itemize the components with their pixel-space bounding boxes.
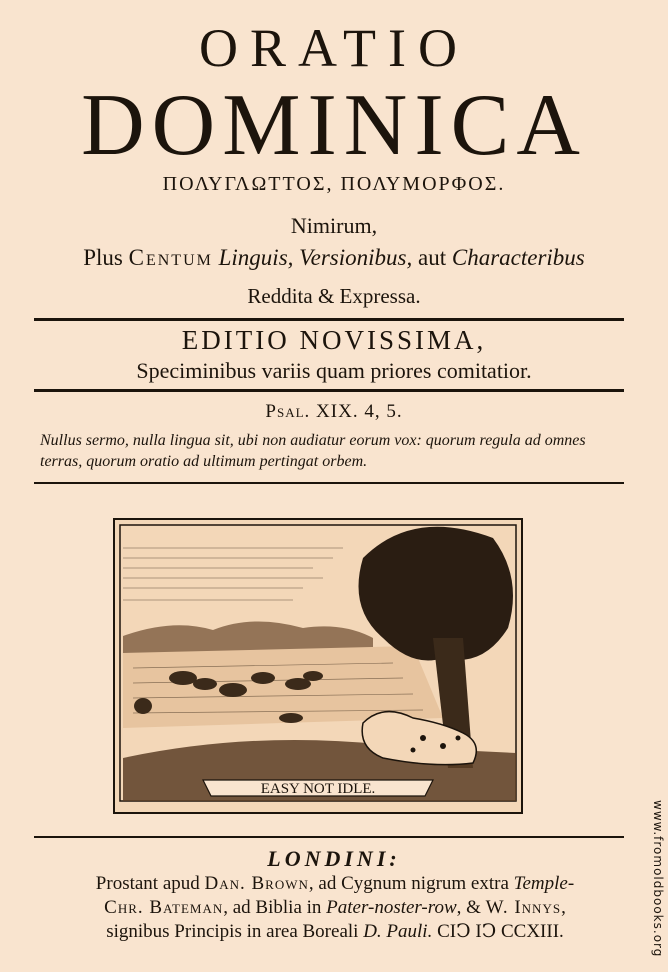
psalm-reference: Psal. XIX. 4, 5. — [265, 401, 403, 422]
languages-linguis: Linguis, Versionibus, — [212, 245, 413, 270]
imprint-l2e: W. Innys — [485, 897, 562, 918]
imprint-l2c: Pater-noster-row — [326, 897, 457, 918]
imprint-l3c: CIↃ IↃ CCXIII. — [432, 921, 564, 942]
nimirum-line: Nimirum, — [290, 213, 378, 238]
imprint-l1c: , ad Cygnum nigrum extra — [308, 873, 514, 894]
greek-subtitle: ΠΟΛΥΓΛΩΤΤΟΣ, ΠΟΛΥΜΟΡΦΟΣ. — [162, 173, 506, 195]
imprint-l1a: Prostant apud — [95, 873, 205, 894]
rule-lower — [34, 482, 624, 484]
edition-heading: EDITIO NOVISSIMA, — [181, 325, 487, 355]
rule-bottom — [34, 836, 624, 838]
reddita-line: Reddita & Expressa. — [247, 284, 421, 308]
imprint-l2d: , & — [456, 897, 486, 918]
rule-middle — [34, 389, 624, 392]
imprint-l1d: Temple- — [513, 873, 575, 894]
imprint-line-1 — [30, 872, 640, 896]
rule-top — [34, 318, 624, 321]
languages-line — [0, 244, 668, 272]
edition-subtitle: Speciminibus variis quam priores comitatior. — [136, 358, 532, 383]
languages-characteribus: Characteribus — [451, 245, 585, 270]
imprint-l3b: D. Pauli. — [363, 921, 433, 942]
imprint-l2b: , ad Biblia in — [223, 897, 327, 918]
languages-centum: Centum — [128, 245, 213, 270]
imprint-l2f: , — [561, 897, 566, 918]
imprint-city: LONDINI: — [267, 846, 401, 871]
imprint-line-2 — [30, 896, 640, 920]
imprint-l1b: Dan. Brown — [204, 873, 309, 894]
watermark — [648, 800, 668, 970]
title-line-2: DOMINICA — [81, 77, 587, 174]
imprint-l2a: Chr. Bateman — [104, 897, 224, 918]
imprint-line-3 — [30, 920, 640, 944]
watermark-text: www.fromoldbooks.org — [651, 800, 665, 958]
imprint-l3a: signibus Principis in area Boreali — [106, 921, 364, 942]
title-line-1: ORATIO — [199, 18, 469, 78]
psalm-quote: Nullus sermo, nulla lingua sit, ubi non audiatur eorum vox: quorum regula ad omnes terras, quorum oratio ad ultimum pertingat orbem. — [40, 432, 586, 470]
engraving-plate — [113, 518, 523, 814]
languages-plus: Plus — [83, 245, 129, 270]
languages-aut: aut — [412, 245, 452, 270]
plate-motto: EASY NOT IDLE. — [260, 781, 376, 797]
